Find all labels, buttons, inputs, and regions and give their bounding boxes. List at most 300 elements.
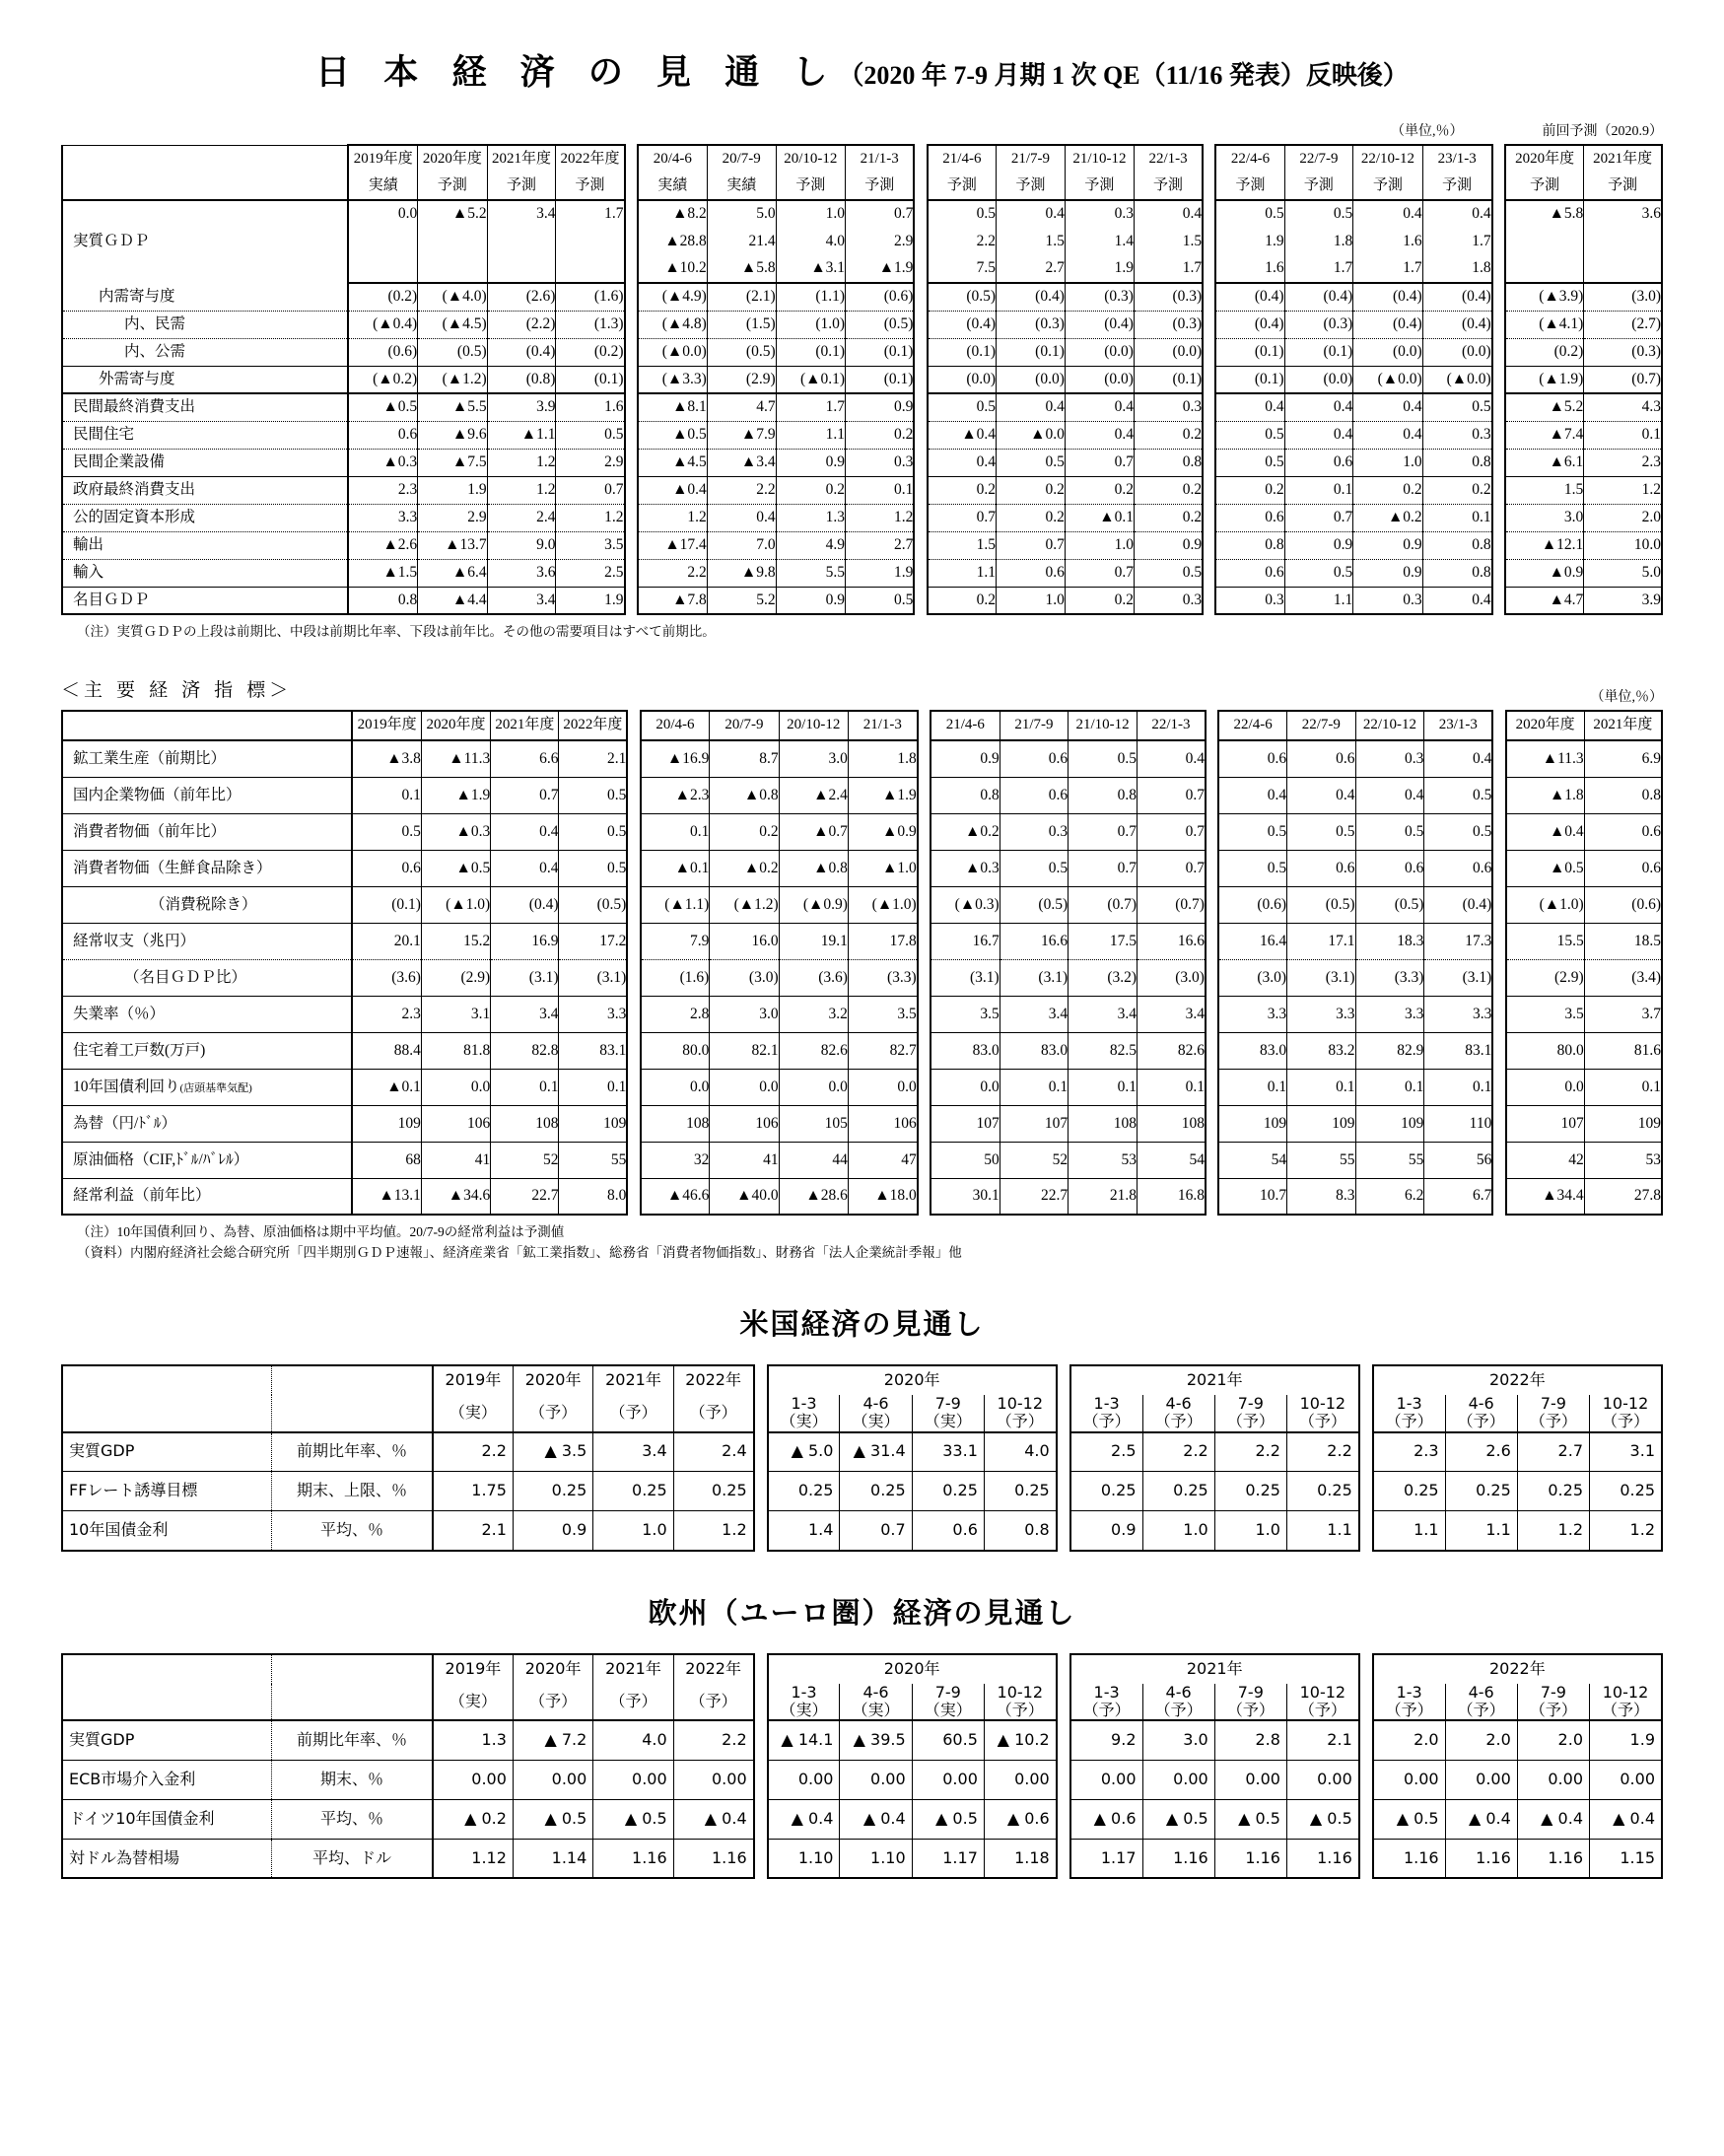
data-cell: 0.5 [559,777,627,813]
data-cell: 0.4 [1353,421,1422,449]
data-cell: 0.00 [1070,1760,1142,1799]
intl-q-header-bottom: （実） [852,1412,900,1431]
data-cell: 0.4 [1134,200,1203,228]
table1-col-header-top: 22/7-9 [1284,145,1353,173]
section-main-indicators-label: ＜主 要 経 済 指 標＞ [61,679,293,702]
column-gap [918,1105,931,1142]
data-cell: 0.00 [673,1760,753,1799]
row-label [62,740,352,777]
data-cell: ▲ 0.5 [513,1799,592,1839]
data-cell: (0.6) [348,338,417,366]
table-row [62,923,1662,959]
data-cell: 1.5 [928,531,997,559]
data-cell: 27.8 [1584,1178,1662,1215]
row-label [62,923,352,959]
table-row [62,1032,1662,1069]
data-cell: ▲3.8 [352,740,421,777]
intl-q-header-bottom: （予） [1226,1700,1275,1719]
data-cell: 1.9 [1590,1720,1663,1760]
data-cell: (▲0.9) [779,886,848,923]
row-label [62,959,352,996]
data-cell: (0.5) [846,311,915,338]
data-cell: 0.5 [928,200,997,228]
table1-col-header-top: 2021年度 [487,145,556,173]
table1-col-header-bottom: 予測 [487,173,556,200]
data-cell: 0.6 [1000,740,1068,777]
intl-q-header [840,1395,912,1432]
intl-q-header-bottom: （実） [780,1700,828,1719]
data-cell: 0.4 [1353,393,1422,421]
row-unit: 期末、上限、％ [272,1472,433,1511]
data-cell: 2.6 [1445,1432,1517,1472]
us-table-wrapper [0,1364,1724,1552]
data-cell: 1.0 [997,587,1066,614]
data-cell: ▲1.9 [421,777,490,813]
row-label-text: 住宅着工戸数(万戸) [73,1041,206,1059]
data-cell: 1.0 [1353,449,1422,476]
column-gap [625,476,638,504]
intl-q-header-top: 10-12 [1299,1682,1346,1702]
data-cell [1584,228,1662,255]
data-cell: ▲0.8 [710,777,779,813]
column-gap [918,1142,931,1178]
table-row [62,996,1662,1032]
data-cell: 0.25 [1373,1472,1445,1511]
data-cell: 0.00 [433,1760,513,1799]
data-cell: ▲0.3 [931,850,1000,886]
table2-col-header: 22/1-3 [1138,711,1206,740]
column-gap [914,145,927,200]
data-cell [487,228,556,255]
data-cell: 1.8 [1284,228,1353,255]
row-label: 輸出 [62,531,348,559]
data-cell: 0.8 [1069,777,1138,813]
intl-group-header: 2021年 [1070,1654,1359,1684]
row-label-text: 経常収支（兆円） [73,932,196,949]
data-cell: 0.1 [1584,1069,1662,1105]
intl-q-header [1590,1684,1663,1721]
data-cell: (0.7) [1584,366,1662,393]
data-cell: (3.1) [1424,959,1492,996]
data-cell: (0.4) [1353,311,1422,338]
intl-q-header [1445,1395,1517,1432]
data-cell: 3.1 [421,996,490,1032]
data-cell: 0.5 [1355,813,1424,850]
data-cell: 0.0 [710,1069,779,1105]
table-row [62,1432,1662,1472]
column-gap [918,850,931,886]
title-main: 日 本 経 済 の 見 通 し [315,52,839,93]
table-row [62,1472,1662,1511]
data-cell: 0.2 [1134,504,1203,531]
data-cell: 0.5 [1218,850,1286,886]
column-gap [914,449,927,476]
row-label-text: 為替（円/ﾄﾞﾙ） [73,1114,177,1132]
data-cell: 0.9 [1134,531,1203,559]
data-cell: 1.7 [1353,255,1422,283]
data-cell: ▲ 0.5 [593,1799,673,1839]
table-row [62,777,1662,813]
data-cell: (3.1) [1287,959,1355,996]
intl-q-header-bottom: （実） [924,1412,972,1431]
table-row [62,1511,1662,1551]
table1-col-header-top: 21/7-9 [997,145,1066,173]
data-cell: 16.9 [491,923,559,959]
data-cell: 0.4 [1215,393,1284,421]
column-gap [1203,366,1215,393]
column-gap [1359,1654,1373,1721]
intl-q-header [768,1684,840,1721]
data-cell: 0.6 [1218,740,1286,777]
data-cell: ▲5.2 [418,200,487,228]
data-cell: 2.2 [1214,1432,1286,1472]
column-gap [1492,923,1505,959]
column-gap [1206,1142,1218,1178]
data-cell: ▲0.8 [779,850,848,886]
data-cell: 5.0 [707,200,776,228]
data-cell: ▲17.4 [638,531,707,559]
data-cell: ▲1.1 [487,421,556,449]
data-cell: 3.0 [779,740,848,777]
data-cell: 1.8 [848,740,917,777]
data-cell: 2.1 [433,1511,513,1551]
data-cell: (▲3.3) [638,366,707,393]
data-cell: 0.2 [1422,476,1491,504]
data-cell: 16.6 [1138,923,1206,959]
data-cell: 47 [848,1142,917,1178]
data-cell: ▲0.9 [848,813,917,850]
data-cell: (0.7) [1069,886,1138,923]
data-cell: 108 [491,1105,559,1142]
data-cell: (1.0) [776,311,845,338]
data-cell: 0.8 [984,1511,1056,1551]
data-cell: ▲ 0.6 [984,1799,1056,1839]
data-cell: 0.2 [997,476,1066,504]
data-cell: 0.00 [1590,1760,1663,1799]
row-unit: 平均、ドル [272,1839,433,1878]
intl-year-header-bottom: （実） [433,1395,513,1432]
data-cell: ▲4.4 [418,587,487,614]
table1-header-notes [0,120,1724,140]
data-cell: ▲ 14.1 [768,1720,840,1760]
data-cell: (0.4) [1215,311,1284,338]
intl-year-header-bottom: （予） [593,1395,673,1432]
data-cell: ▲0.5 [638,421,707,449]
data-cell: ▲1.0 [848,850,917,886]
table1-corner [62,145,348,173]
data-cell: (3.0) [1218,959,1286,996]
data-cell: 0.25 [1445,1472,1517,1511]
intl-year-header-bottom: （予） [673,1395,753,1432]
column-gap [1492,740,1505,777]
data-cell: 108 [1138,1105,1206,1142]
intl-year-header-top: 2021年 [593,1365,673,1395]
column-gap [1206,1069,1218,1105]
data-cell: 80.0 [1506,1032,1585,1069]
data-cell: 53 [1584,1142,1662,1178]
data-cell: 0.4 [928,449,997,476]
data-cell: (0.1) [556,366,625,393]
data-cell: ▲10.2 [638,255,707,283]
column-gap [627,959,640,996]
column-gap [754,1432,768,1472]
intl-q-header-top: 4-6 [1468,1393,1494,1413]
table1-col-header-bottom: 予測 [1134,173,1203,200]
table1-note: （注）実質ＧＤＰの上段は前期比、中段は前期比年率、下段は前年比。その他の需要項目はすべて前期比。 [77,624,716,639]
data-cell: 1.1 [1445,1511,1517,1551]
data-cell: 1.16 [1142,1839,1214,1878]
column-gap [1206,959,1218,996]
intl-q-header-bottom: （予） [1601,1412,1649,1431]
data-cell: 0.25 [1214,1472,1286,1511]
column-gap [1359,1432,1373,1472]
data-cell: 0.1 [491,1069,559,1105]
data-cell: (2.6) [487,283,556,311]
column-gap [754,1472,768,1511]
data-cell: 0.1 [1584,421,1662,449]
data-cell: 0.5 [1422,393,1491,421]
data-cell: 17.2 [559,923,627,959]
column-gap [1492,476,1505,504]
table-row [62,1105,1662,1142]
table1-col-header-top: 20/4-6 [638,145,707,173]
column-gap [625,504,638,531]
us-section-title: 米国経済の見通し [739,1306,985,1341]
column-gap [627,996,640,1032]
data-cell: (3.1) [559,959,627,996]
intl-q-header-bottom: （予） [1529,1412,1577,1431]
column-gap [754,1799,768,1839]
data-cell: 2.2 [673,1720,753,1760]
data-cell: 3.4 [491,996,559,1032]
row-label-text: 消費者物価（生鮮食品除き） [73,859,272,876]
data-cell: ▲9.6 [418,421,487,449]
table2-col-header: 2022年度 [559,711,627,740]
table2-col-header: 2021年度 [491,711,559,740]
data-cell: 0.0 [779,1069,848,1105]
table-row [62,850,1662,886]
column-gap [1492,200,1505,283]
data-cell: ▲1.9 [848,777,917,813]
data-cell: 0.25 [593,1472,673,1511]
intl-year-header-bottom: （予） [673,1684,753,1721]
data-cell: 3.3 [559,996,627,1032]
data-cell: 106 [710,1105,779,1142]
data-cell: 2.1 [559,740,627,777]
table-row [62,283,1662,311]
data-cell: 0.1 [352,777,421,813]
data-cell: 2.5 [1070,1432,1142,1472]
intl-q-header-top: 10-12 [997,1393,1044,1413]
eu-table-wrapper [0,1653,1724,1880]
column-gap [625,311,638,338]
data-cell: 0.00 [1445,1760,1517,1799]
data-cell: (0.0) [1284,366,1353,393]
data-cell: 1.7 [1134,255,1203,283]
data-cell: (0.1) [928,338,997,366]
table1-col-header-top: 22/4-6 [1215,145,1284,173]
data-cell: 0.00 [912,1760,984,1799]
data-cell: 1.2 [1517,1511,1589,1551]
data-cell: ▲ 3.5 [513,1432,592,1472]
data-cell: 0.0 [641,1069,710,1105]
column-gap [625,338,638,366]
column-gap [1206,740,1218,777]
data-cell: ▲28.6 [779,1178,848,1215]
data-cell: 0.7 [1138,813,1206,850]
data-cell: (0.0) [997,366,1066,393]
data-cell: 0.2 [1353,476,1422,504]
intl-q-header-top: 4-6 [1468,1682,1494,1702]
row-unit: 前期比年率、％ [272,1432,433,1472]
data-cell: ▲5.8 [1505,200,1584,228]
data-cell: (▲4.0) [418,283,487,311]
intl-q-header [1214,1395,1286,1432]
data-cell: 5.5 [776,559,845,587]
data-cell: 15.5 [1506,923,1585,959]
data-cell: 0.4 [1355,777,1424,813]
column-gap [1359,1760,1373,1799]
eu-section-title: 欧州（ユーロ圏）経済の見通し [648,1595,1076,1630]
intl-q-header [912,1684,984,1721]
data-cell [418,255,487,283]
data-cell: ▲11.3 [1506,740,1585,777]
data-cell: ▲28.8 [638,228,707,255]
title-sub: （2020 年 7-9 月期 1 次 QE（11/16 発表）反映後） [838,61,1409,90]
column-gap [914,393,927,421]
column-gap [1206,1032,1218,1069]
column-gap [625,449,638,476]
table-row [62,504,1662,531]
data-cell: 0.1 [641,813,710,850]
data-cell: 0.6 [1215,504,1284,531]
data-cell: 0.1 [1355,1069,1424,1105]
data-cell: 10.7 [1218,1178,1286,1215]
table-row [62,449,1662,476]
data-cell: 3.3 [1218,996,1286,1032]
data-cell: 2.3 [1373,1432,1445,1472]
row-unit: 平均、％ [272,1511,433,1551]
column-gap [627,1178,640,1215]
column-gap [625,145,638,200]
row-label-text: 失業率（％） [73,1005,166,1022]
data-cell: (0.3) [1065,283,1134,311]
data-cell: 0.4 [707,504,776,531]
data-cell: 0.5 [559,850,627,886]
data-cell: 0.1 [1218,1069,1286,1105]
data-cell: 107 [1000,1105,1068,1142]
column-gap [1206,1105,1218,1142]
data-cell: 1.3 [433,1720,513,1760]
data-cell: (3.1) [1000,959,1068,996]
column-gap [914,421,927,449]
data-cell: (▲1.1) [641,886,710,923]
data-cell: 42 [1506,1142,1585,1178]
data-cell: 0.2 [710,813,779,850]
intl-q-header-top: 10-12 [1602,1682,1649,1702]
data-cell: (1.1) [776,283,845,311]
data-cell: 0.5 [1134,559,1203,587]
data-cell: (2.1) [707,283,776,311]
data-cell: 0.1 [559,1069,627,1105]
table1-corner-2 [62,173,348,200]
intl-q-header-bottom: （予） [1082,1412,1131,1431]
table1-col-header-bottom: 予測 [1505,173,1584,200]
column-gap [1203,587,1215,614]
data-cell: (0.3) [1584,338,1662,366]
data-cell: 0.7 [928,504,997,531]
intl-q-header-bottom: （予） [1298,1700,1346,1719]
intl-q-header-top: 1-3 [1093,1393,1120,1413]
data-cell: 9.2 [1070,1720,1142,1760]
row-label [62,777,352,813]
column-gap [754,1720,768,1760]
column-gap [625,559,638,587]
data-cell: 2.4 [673,1432,753,1472]
data-cell: 0.8 [1134,449,1203,476]
data-cell: 0.6 [1584,813,1662,850]
data-cell: 1.0 [593,1511,673,1551]
data-cell: 2.7 [846,531,915,559]
intl-q-header-bottom: （予） [1154,1412,1203,1431]
data-cell: 1.75 [433,1472,513,1511]
data-cell: 1.6 [1353,228,1422,255]
intl-q-header [840,1684,912,1721]
data-cell: 0.3 [1065,200,1134,228]
data-cell: 41 [421,1142,490,1178]
data-cell: ▲ 0.4 [1517,1799,1589,1839]
data-cell: 0.9 [1353,531,1422,559]
table2-col-header: 22/10-12 [1355,711,1424,740]
data-cell: 2.2 [707,476,776,504]
data-cell: 0.6 [352,850,421,886]
data-cell: 3.4 [487,587,556,614]
data-cell: 2.9 [418,504,487,531]
column-gap [1203,283,1215,311]
intl-q-header-bottom: （予） [1226,1412,1275,1431]
intl-q-header [912,1395,984,1432]
column-gap [625,366,638,393]
column-gap [1492,959,1505,996]
row-label: 実質ＧＤＰ [62,200,348,283]
table2-col-header: 2020年度 [421,711,490,740]
data-cell: 0.7 [846,200,915,228]
intl-year-header-top: 2020年 [513,1365,592,1395]
data-cell: ▲0.3 [348,449,417,476]
data-cell: ▲3.1 [776,255,845,283]
column-gap [1492,1105,1505,1142]
data-cell: 54 [1138,1142,1206,1178]
data-cell: (0.4) [997,283,1066,311]
intl-q-header-bottom: （予） [1601,1700,1649,1719]
data-cell: 1.14 [513,1839,592,1878]
column-gap [627,740,640,777]
row-label-text: （名目ＧＤＰ比） [124,968,247,986]
data-cell: 0.1 [1000,1069,1068,1105]
table-row [62,531,1662,559]
row-label [62,1105,352,1142]
data-cell: (▲1.0) [848,886,917,923]
intl-q-header [1286,1684,1358,1721]
data-cell: 0.4 [1138,740,1206,777]
japan-gdp-forecast-table [61,144,1663,615]
data-cell: 56 [1424,1142,1492,1178]
table1-col-header-bottom: 予測 [418,173,487,200]
data-cell: 55 [559,1142,627,1178]
data-cell: 6.7 [1424,1178,1492,1215]
data-cell: (0.0) [928,366,997,393]
data-cell: 0.25 [768,1472,840,1511]
